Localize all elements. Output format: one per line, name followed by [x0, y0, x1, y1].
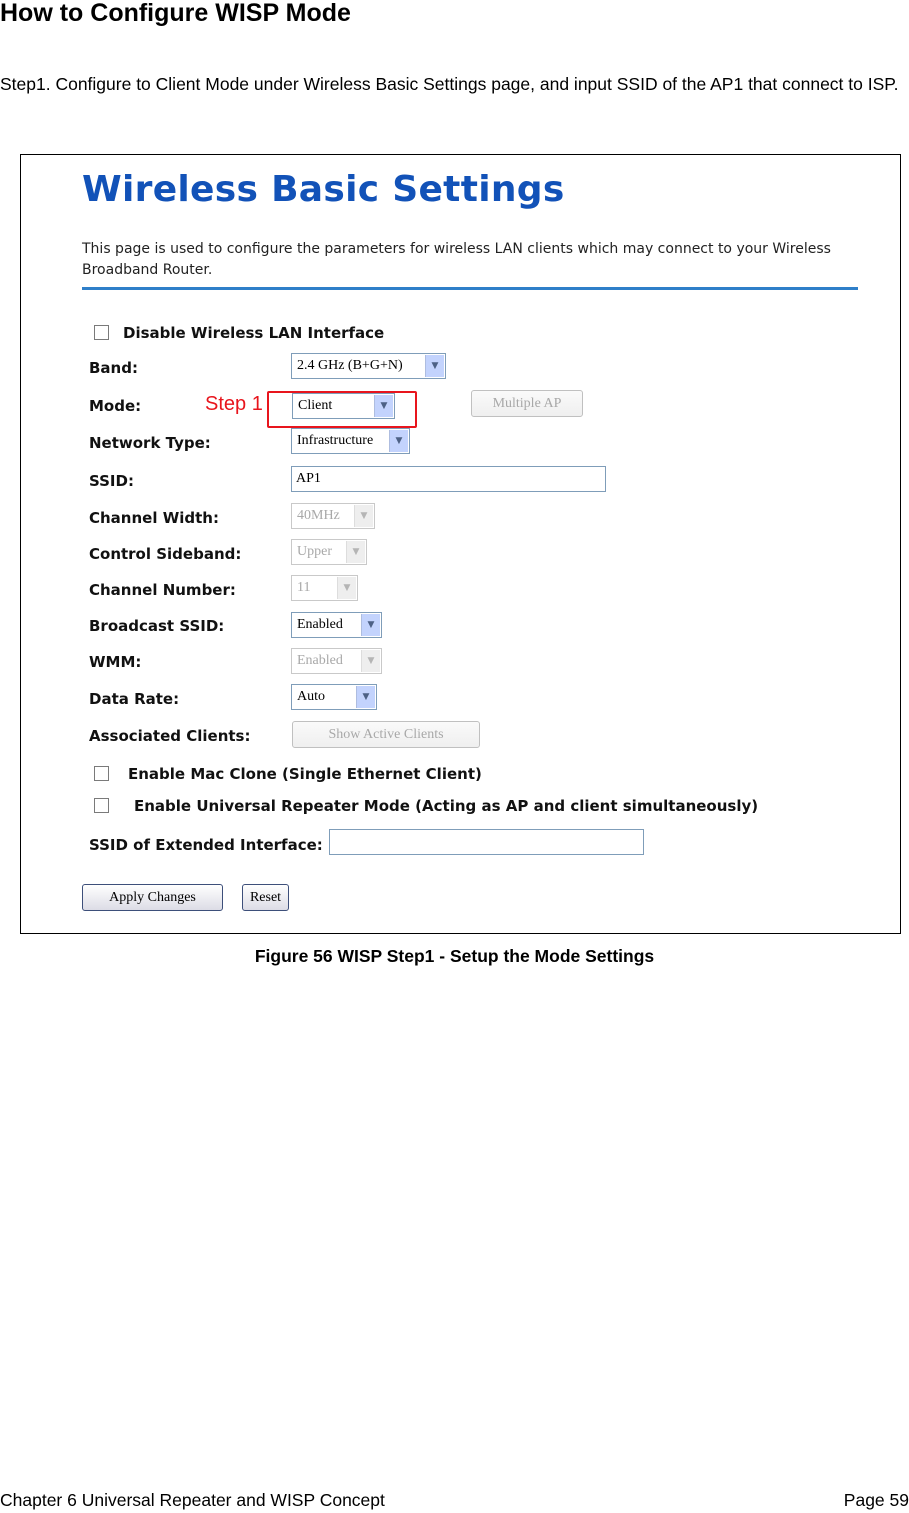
- associated-clients-label: Associated Clients:: [89, 727, 251, 745]
- divider: [82, 287, 858, 290]
- chevron-down-icon: ▼: [346, 541, 365, 563]
- chevron-down-icon: ▼: [374, 395, 393, 417]
- chevron-down-icon: ▼: [425, 355, 444, 377]
- data-rate-select[interactable]: [291, 684, 377, 710]
- ssid-extended-input[interactable]: [329, 829, 644, 855]
- mode-select[interactable]: [292, 393, 395, 419]
- control-sideband-label: Control Sideband:: [89, 545, 242, 563]
- chevron-down-icon: ▼: [361, 650, 380, 672]
- screenshot-figure: [20, 154, 901, 934]
- reset-button[interactable]: Reset: [242, 884, 289, 911]
- network-type-value: Infrastructure: [297, 433, 374, 448]
- channel-width-select[interactable]: [291, 503, 375, 529]
- figure-caption: Figure 56 WISP Step1 - Setup the Mode Settings: [254, 946, 655, 966]
- section-heading: How to Configure WISP Mode: [0, 0, 351, 27]
- broadcast-ssid-label: Broadcast SSID:: [89, 617, 225, 635]
- data-rate-value: Auto: [297, 689, 325, 704]
- footer-chapter: Chapter 6 Universal Repeater and WISP Concept: [0, 1490, 385, 1510]
- channel-width-label: Channel Width:: [89, 509, 219, 527]
- control-sideband-value: Upper: [297, 544, 332, 559]
- wmm-select[interactable]: [291, 648, 382, 674]
- ssid-value: AP1: [296, 471, 321, 486]
- network-type-label: Network Type:: [89, 434, 211, 452]
- channel-number-select[interactable]: [291, 575, 358, 601]
- footer-page-number: Page 59: [843, 1490, 909, 1510]
- mode-label: Mode:: [89, 397, 142, 415]
- chevron-down-icon: ▼: [389, 430, 408, 452]
- wmm-label: WMM:: [89, 653, 142, 671]
- broadcast-ssid-select[interactable]: [291, 612, 382, 638]
- multiple-ap-button[interactable]: Multiple AP: [471, 390, 583, 417]
- disable-wlan-label: Disable Wireless LAN Interface: [123, 324, 385, 342]
- universal-repeater-checkbox[interactable]: [94, 798, 109, 813]
- band-select[interactable]: [291, 353, 446, 379]
- band-value: 2.4 GHz (B+G+N): [297, 358, 403, 373]
- mac-clone-checkbox[interactable]: [94, 766, 109, 781]
- apply-changes-button[interactable]: Apply Changes: [82, 884, 223, 911]
- data-rate-label: Data Rate:: [89, 690, 180, 708]
- ssid-input[interactable]: [291, 466, 606, 492]
- chevron-down-icon: ▼: [354, 505, 373, 527]
- universal-repeater-label: Enable Universal Repeater Mode (Acting as AP and client simultaneously): [134, 797, 759, 815]
- band-label: Band:: [89, 359, 138, 377]
- page-description: This page is used to configure the parameters for wireless LAN clients which may connect to your Wireless Broadband Router.: [82, 241, 831, 278]
- intro-paragraph: Step1. Configure to Client Mode under Wireless Basic Settings page, and input SSID of the AP1 that connect to ISP.: [0, 74, 899, 94]
- ssid-extended-label: SSID of Extended Interface:: [89, 836, 323, 854]
- wmm-value: Enabled: [297, 653, 343, 668]
- page-title: Wireless Basic Settings: [82, 169, 565, 210]
- chevron-down-icon: ▼: [356, 686, 375, 708]
- ssid-label: SSID:: [89, 472, 134, 490]
- disable-wlan-checkbox[interactable]: [94, 325, 109, 340]
- step-annotation: Step 1: [205, 393, 263, 415]
- chevron-down-icon: ▼: [337, 577, 356, 599]
- channel-number-label: Channel Number:: [89, 581, 236, 599]
- channel-number-value: 11: [297, 580, 311, 595]
- network-type-select[interactable]: [291, 428, 410, 454]
- broadcast-ssid-value: Enabled: [297, 617, 343, 632]
- mac-clone-label: Enable Mac Clone (Single Ethernet Client): [128, 765, 482, 783]
- chevron-down-icon: ▼: [361, 614, 380, 636]
- mode-value: Client: [298, 398, 333, 413]
- channel-width-value: 40MHz: [297, 508, 340, 523]
- control-sideband-select[interactable]: [291, 539, 367, 565]
- show-active-clients-button[interactable]: Show Active Clients: [292, 721, 480, 748]
